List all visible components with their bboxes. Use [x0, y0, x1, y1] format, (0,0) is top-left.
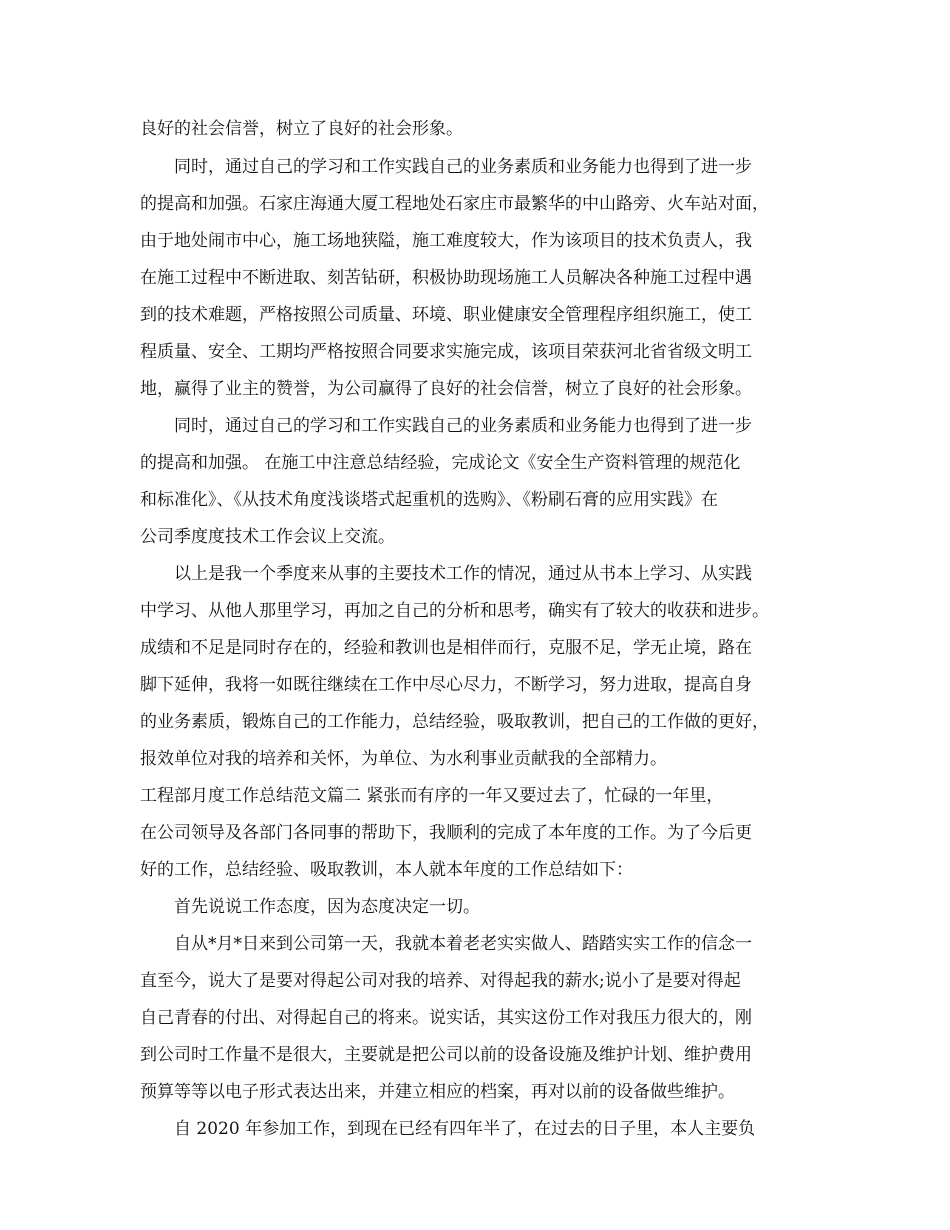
- text-line: 的提高和加强。 在施工中注意总结经验，完成论文《安全生产资料管理的规范化: [140, 453, 741, 473]
- section-heading-line: 工程部月度工作总结范文篇二 紧张而有序的一年又要过去了，忙碌的一年里，: [140, 786, 724, 806]
- text-line: 好的工作，总结经验、吸取教训，本人就本年度的工作总结如下：: [140, 860, 633, 880]
- text-line: 由于地处闹市中心，施工场地狭隘，施工难度较大，作为该项目的技术负责人，我: [140, 231, 752, 251]
- text-line: 在施工过程中不断进取、刻苦钻研，积极协助现场施工人员解决各种施工过程中遇: [140, 268, 752, 288]
- text-line: 的业务素质，锻炼自己的工作能力，总结经验，吸取教训，把自己的工作做的更好，: [140, 712, 769, 732]
- text-line: 脚下延伸，我将一如既往继续在工作中尽心尽力，不断学习，努力进取，提高自身: [140, 675, 752, 695]
- text-line: 程质量、安全、工期均严格按照合同要求实施完成，该项目荣获河北省省级文明工: [140, 342, 752, 362]
- text-line: 公司季度度技术工作会议上交流。: [140, 527, 395, 547]
- text-line: 自 2020 年参加工作，到现在已经有四年半了，在过去的日子里，本人主要负: [174, 1119, 756, 1139]
- text-line: 以上是我一个季度来从事的主要技术工作的情况，通过从书本上学习、从实践: [174, 564, 752, 584]
- text-line: 到公司时工作量不是很大，主要就是把公司以前的设备设施及维护计划、维护费用: [140, 1045, 752, 1065]
- text-line: 良好的社会信誉，树立了良好的社会形象。: [140, 119, 463, 139]
- text-line: 和标准化》、《从技术角度浅谈塔式起重机的选购》、《粉刷石膏的应用实践》在: [140, 490, 718, 510]
- text-line: 自从*月*日来到公司第一天，我就本着老老实实做人、踏踏实实工作的信念一: [174, 934, 752, 954]
- text-line: 同时，通过自己的学习和工作实践自己的业务素质和业务能力也得到了进一步: [174, 157, 752, 177]
- text-line: 自己青春的付出、对得起自己的将来。说实话，其实这份工作对我压力很大的，刚: [140, 1008, 752, 1028]
- text-line: 预算等等以电子形式表达出来，并建立相应的档案，再对以前的设备做些维护。: [140, 1082, 735, 1102]
- text-line: 直至今，说大了是要对得起公司对我的培养、对得起我的薪水;说小了是要对得起: [140, 971, 741, 991]
- text-line: 中学习、从他人那里学习，再加之自己的分析和思考，确实有了较大的收获和进步。: [140, 601, 769, 621]
- text-line: 成绩和不足是同时存在的，经验和教训也是相伴而行，克服不足，学无止境，路在: [140, 638, 752, 658]
- text-line: 同时，通过自己的学习和工作实践自己的业务素质和业务能力也得到了进一步: [174, 416, 752, 436]
- text-line: 首先说说工作态度，因为态度决定一切。: [174, 897, 480, 917]
- text-line: 到的技术难题，严格按照公司质量、环境、职业健康安全管理程序组织施工，使工: [140, 305, 752, 325]
- text-line: 的提高和加强。石家庄海通大厦工程地处石家庄市最繁华的中山路旁、火车站对面，: [140, 194, 769, 214]
- text-line: 在公司领导及各部门各同事的帮助下，我顺利的完成了本年度的工作。为了今后更: [140, 823, 752, 843]
- text-line: 地，赢得了业主的赞誉，为公司赢得了良好的社会信誉，树立了良好的社会形象。: [140, 379, 752, 399]
- text-line: 报效单位对我的培养和关怀，为单位、为水利事业贡献我的全部精力。: [140, 749, 667, 769]
